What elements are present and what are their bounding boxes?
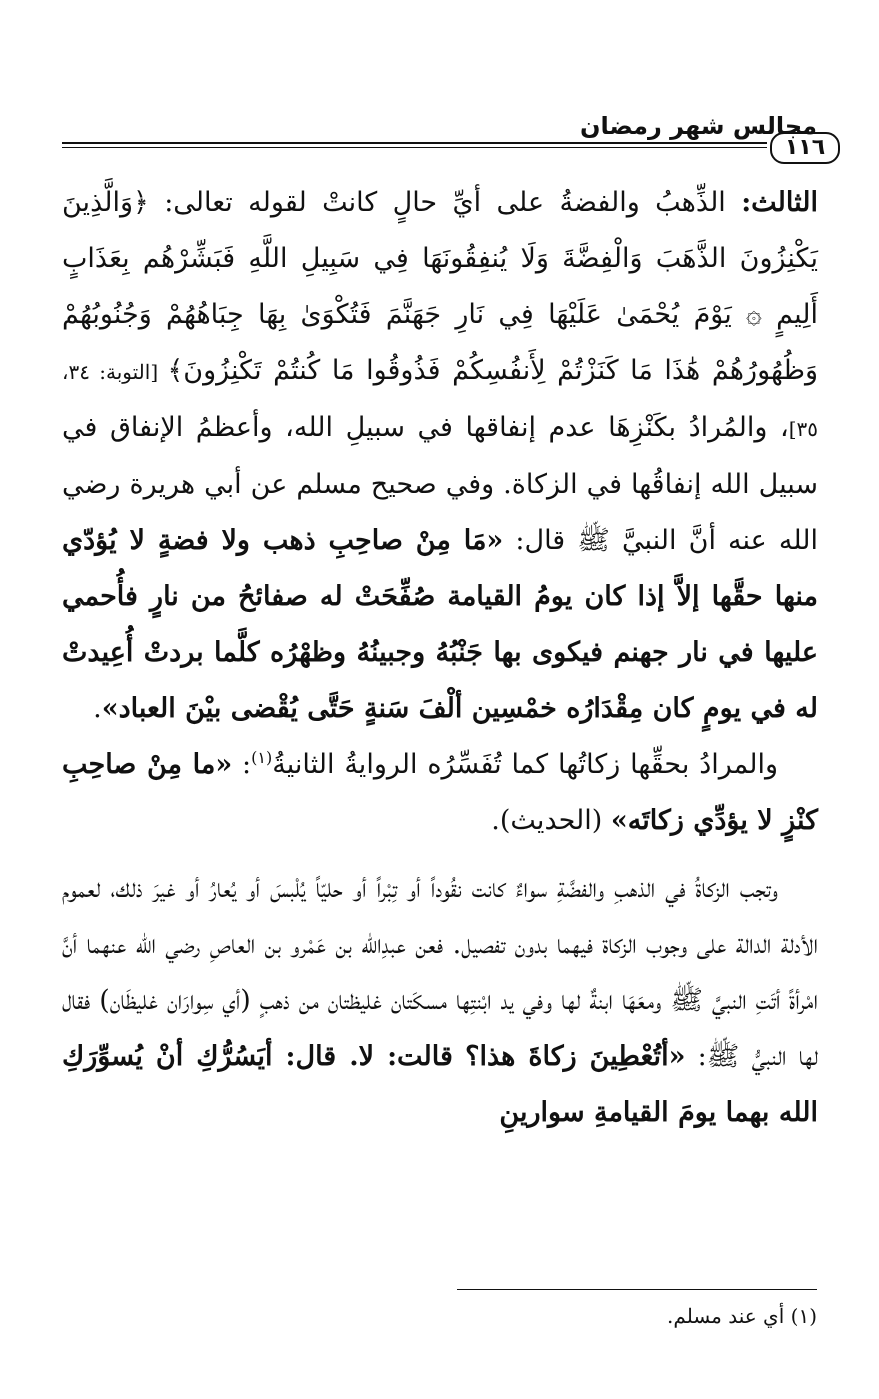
hadith-quote: قالت: لا. قال: أيَسُرُّكِ أنْ يُسوِّرَكِ الله بهما يومَ القيامةِ سوارينِ (62, 1041, 818, 1128)
header-rule-line (62, 142, 767, 144)
page-number: ١١٦ (770, 132, 840, 164)
text-run: الذِّهبُ والفضةُ على أيِّ حالٍ كانتْ لقوله تعالى: (148, 187, 742, 218)
quran-verse: ﴿وَالَّذِينَ يَكْنِزُونَ الذَّهَبَ وَالْفِضَّةَ وَلَا يُنفِقُونَهَا فِي سَبِيلِ اللَّهِ فَبَشِّرْهُم بِعَذَابٍ أَلِيمٍ ۞ يَوْمَ يُحْمَىٰ عَلَيْهَا فِي نَارِ جَهَنَّمَ فَتُكْوَىٰ بِهَا جِبَاهُهُمْ وَجُنُوبُهُمْ وَظُهُورُهُمْ هَٰذَا مَا كَنَزْتُمْ لِأَنفُسِكُمْ فَذُوقُوا مَا كُنتُمْ تَكْنِزُونَ﴾ (62, 187, 818, 386)
header-rule-line (62, 147, 767, 148)
text-run: والمرادُ بحقِّها زكاتُها كما تُفَسِّرُه الروايةُ الثانيةُ (272, 749, 778, 780)
hadith-quote: «مَا مِنْ صاحِبِ ذهب ولا فضةٍ لا يُؤدّي منها حقَّها إلاَّ إذا كان يومُ القيامة صُفِّحَتْ له صفائحُ من نارٍ فأُحمي عليها في نار جهنم فيكوى بها جَنْبُهُ وجبينُهُ وظهْرُه كلَّما بردتْ أُعِيدتْ له في يومٍ كان مِقْدَارُه خمْسِين ألْفَ سَنةٍ حَتَّى يُقْضى بيْنَ العباد» (62, 525, 818, 724)
hadith-quote: «أتُعْطِينَ زكاةَ هذا؟ (465, 1041, 686, 1072)
header-rule (62, 140, 767, 150)
paragraph (62, 737, 818, 849)
text-run: ، والمُرادُ بكَنْزِهَا عدم إنفاقها في سبيلِ الله، وأعظمُ الإنفاق في سبيل الله إنفاقُها في الزكاة. وفي صحيح مسلم عن أبي هريرة رضي الله عنه أنَّ النبيَّ ﷺ قال: (62, 412, 818, 556)
verse-reference: [التوبة: ٣٤، ٣٥] (62, 360, 819, 441)
text-run: وتجب الزكاةُ في الذهبِ والفضَّةِ سواءٌ كانت نقُوداً أو تِبْراً أو حليّاً يُلْبسَ أو يُعارُ أو غيرَ ذلك، لعموم الأدلة الدالة على وجوب الزكاة فيهما بدون تفصيل. فعن عبدِالله بن عَمْرو بن العاصِ رضي الله عنهما أنَّ امْرأةً أتَتِ النبيَّ ﷺ ومعَهَا ابنةٌ لها وفي يد ابْنتِها مسكَتان غليظتان من ذهبٍ (أي سِوارَان غليظَان) فقال لها النبيُّ ﷺ: (62, 873, 818, 1072)
text-run: (الحديث). (491, 805, 611, 836)
footnote: (١) أي عند مسلم. (667, 1304, 817, 1328)
footnote-marker: (١) (251, 748, 273, 767)
text-run: : (232, 749, 252, 780)
hadith-quote: «ما مِنْ صاحِبِ كنْزٍ لا يؤدِّي زكاتَه» (62, 749, 818, 836)
section-lead: الثالث: (741, 187, 818, 218)
paragraph (62, 175, 818, 737)
footnote-rule (457, 1289, 817, 1290)
text-run (453, 1041, 465, 1072)
main-text (62, 175, 818, 1153)
paragraph (62, 861, 818, 1141)
text-run: . (93, 693, 102, 724)
running-head: مجالس شهر رمضان (579, 112, 817, 140)
